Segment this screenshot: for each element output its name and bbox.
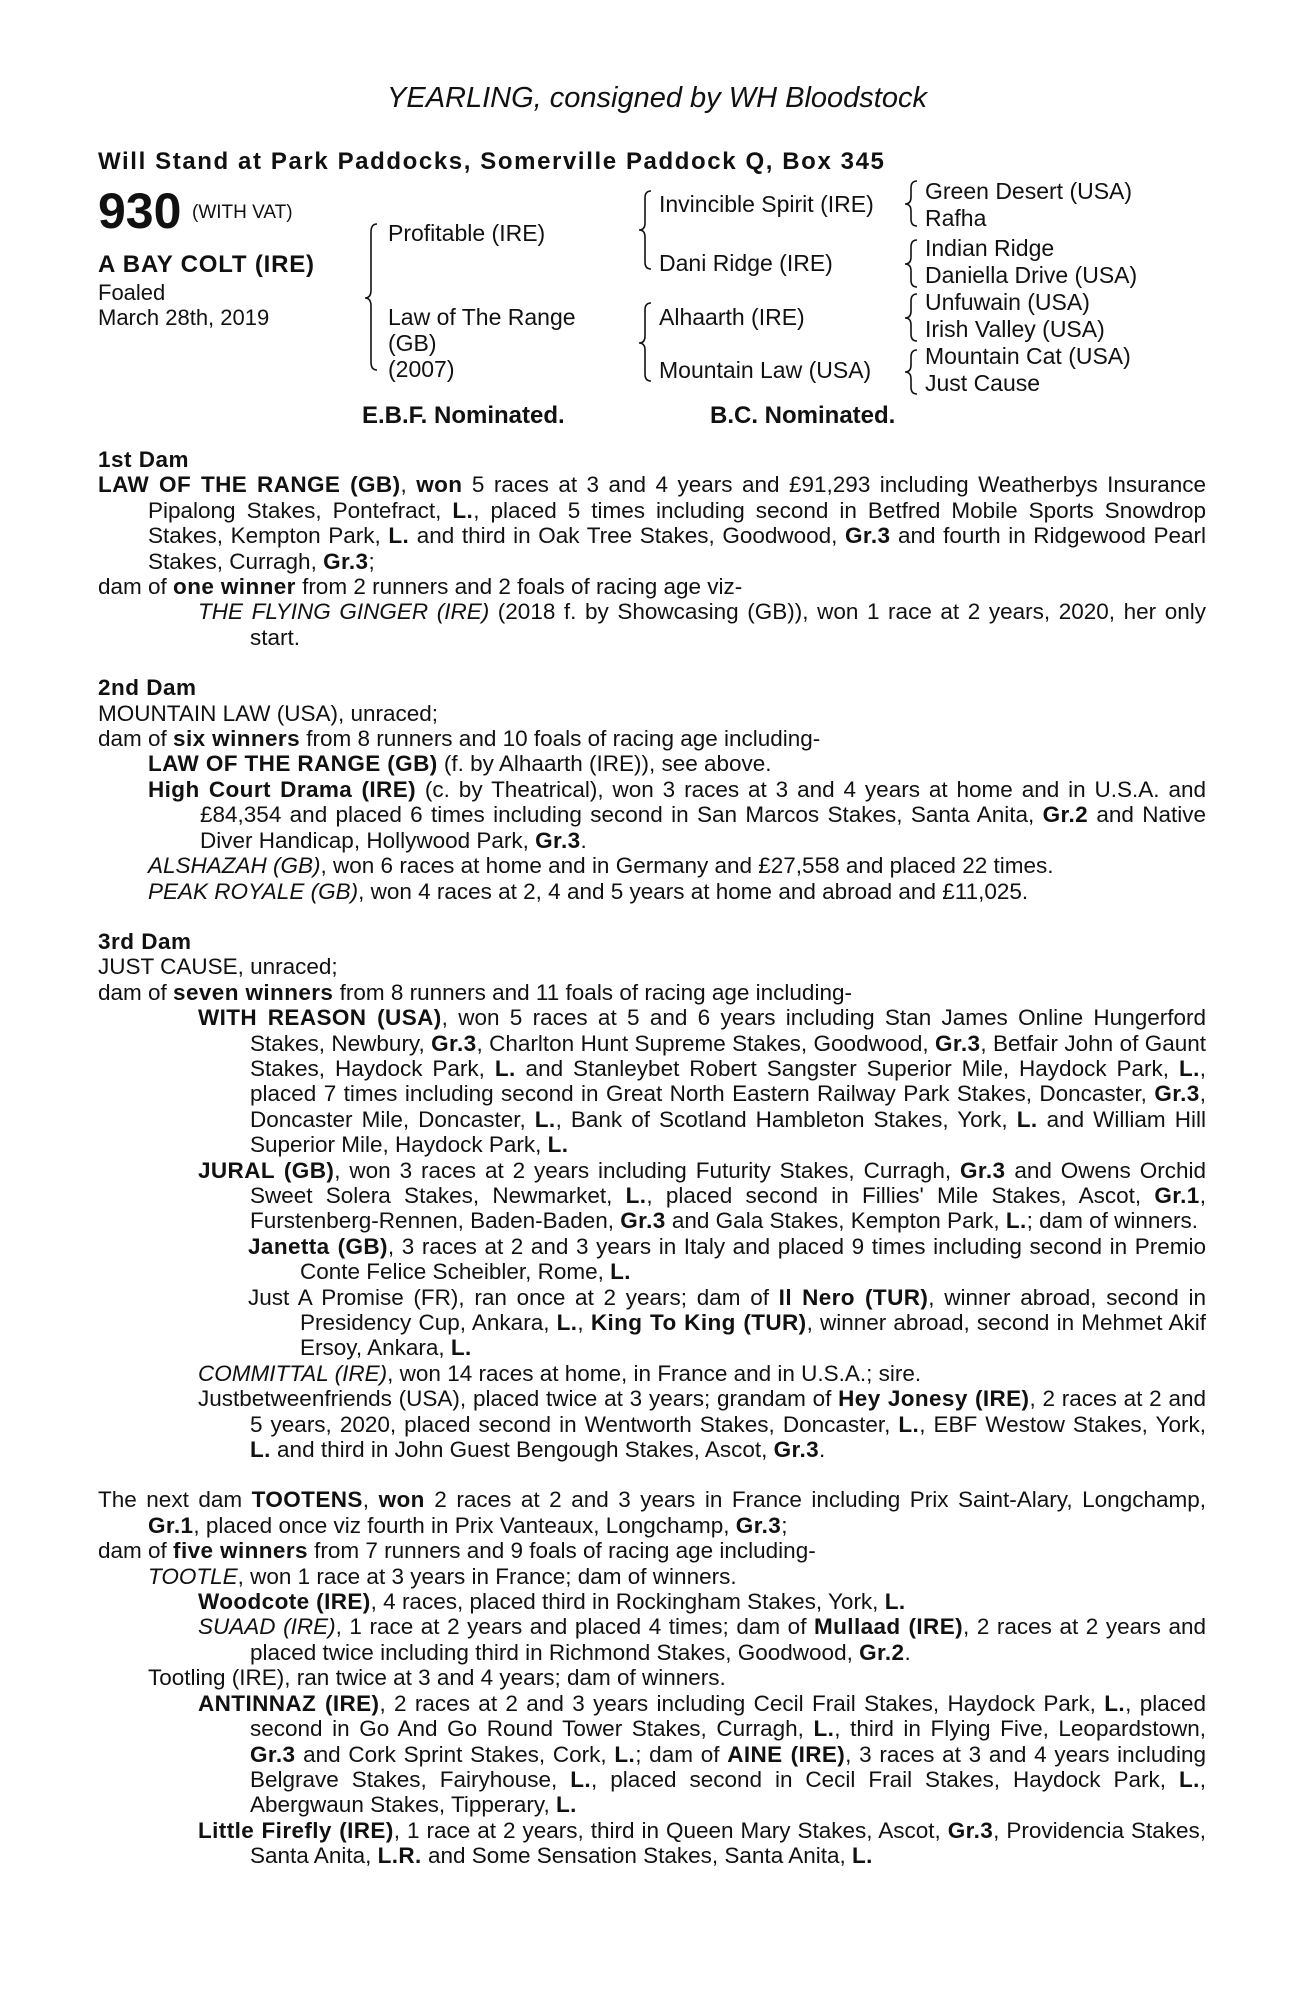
catalogue-paragraph <box>98 777 1206 853</box>
catalogue-paragraph <box>98 853 1206 878</box>
sire: Profitable (IRE) <box>388 220 546 246</box>
text-run: Gr.3 <box>431 1030 477 1056</box>
text-run: , placed second in Cecil Frail Stakes, Haydock Park, <box>591 1766 1179 1792</box>
text-run: L. <box>1016 1106 1038 1132</box>
text-run: Gr.3 <box>773 1437 820 1463</box>
text-run: L. <box>625 1182 647 1208</box>
text-run: and Stanleybet Robert Sangster Superior Mile, Haydock Park, <box>515 1055 1179 1081</box>
text-run: L. <box>547 1132 569 1158</box>
catalogue-paragraph <box>98 1665 1206 1690</box>
catalogue-paragraph <box>98 929 1206 954</box>
text-run: , winner abroad, second in Presidency Cup, Ankara, <box>300 1284 1207 1335</box>
catalogue-paragraph <box>98 574 1206 599</box>
text-run: Tootling (IRE), ran twice at 3 and 4 years; dam of winners. <box>148 1665 726 1691</box>
section-gap <box>98 904 1206 929</box>
ggp-5: Unfuwain (USA) <box>925 289 1090 315</box>
text-run: , <box>400 472 417 498</box>
catalogue-paragraph <box>98 1538 1206 1563</box>
text-run: LAW OF THE RANGE (GB) <box>98 472 401 498</box>
text-run: , Abergwaun Stakes, Tipperary, <box>250 1766 1206 1818</box>
text-run: PEAK ROYALE (GB) <box>148 878 359 904</box>
text-run: one winner <box>173 574 296 600</box>
text-run: and William Hill Superior Mile, Haydock Park, <box>250 1106 1206 1158</box>
ggp-4: Daniella Drive (USA) <box>925 262 1138 288</box>
dam-dam: Mountain Law (USA) <box>659 357 872 383</box>
bracket-sire-dam <box>365 224 377 370</box>
text-run: Gr.3 <box>935 1030 981 1056</box>
text-run: L. <box>570 1766 592 1792</box>
text-run: Little Firefly (IRE) <box>198 1817 394 1843</box>
text-run: L. <box>450 1335 472 1361</box>
text-run: 2nd Dam <box>98 675 197 701</box>
text-run: ; <box>368 548 375 574</box>
dam-line-2: (GB) <box>388 330 437 356</box>
dam-sire: Alhaarth (IRE) <box>659 304 805 330</box>
foaled-date: March 28th, 2019 <box>98 305 270 330</box>
text-run: 5 races at 3 and 4 years and £91,293 including Weatherbys Insurance Pipalong Stakes, Pontefract, <box>148 472 1206 523</box>
text-run: TOOTLE <box>148 1563 238 1589</box>
catalogue-paragraph <box>98 1158 1206 1234</box>
ggp-2: Rafha <box>925 205 987 231</box>
text-run: , placed once viz fourth in Prix Vanteaux, Longchamp, <box>193 1512 736 1538</box>
text-run: Mullaad (IRE) <box>814 1614 964 1640</box>
bracket-dani <box>905 240 917 287</box>
catalogue-paragraph <box>98 1614 1206 1665</box>
lot-number: 930 <box>98 183 182 239</box>
catalogue-paragraph <box>98 447 1206 472</box>
text-run: L. <box>1104 1690 1126 1716</box>
text-run: LAW OF THE RANGE (GB) <box>148 751 438 777</box>
text-run: The next dam <box>98 1487 252 1513</box>
text-run: ALSHAZAH (GB) <box>148 853 321 879</box>
ggp-6: Irish Valley (USA) <box>925 316 1105 342</box>
text-run: L. <box>898 1411 920 1437</box>
catalogue-paragraph <box>98 1589 1206 1614</box>
text-run: Gr.3 <box>845 523 891 549</box>
ggp-1: Green Desert (USA) <box>925 178 1133 204</box>
ebf-nominated: E.B.F. Nominated. <box>362 402 565 429</box>
text-run: dam of <box>98 574 174 600</box>
text-run: ANTINNAZ (IRE) <box>198 1690 380 1716</box>
catalogue-paragraph <box>98 1386 1206 1462</box>
catalogue-paragraph <box>98 1005 1206 1157</box>
text-run: (f. by Alhaarth (IRE)), see above. <box>437 751 772 777</box>
lot-description: A BAY COLT (IRE) <box>98 251 315 278</box>
text-run: , 2 races at 2 years and placed twice including third in Richmond Stakes, Goodwood, <box>250 1614 1206 1665</box>
section-gap <box>98 1462 1206 1487</box>
text-run: and third in Oak Tree Stakes, Goodwood, <box>409 523 845 549</box>
bracket-alhaarth <box>905 294 917 341</box>
text-run: (2018 f. by Showcasing (GB)), won 1 race at 2 years, 2020, her only start. <box>250 599 1206 650</box>
text-run: , <box>577 1310 591 1335</box>
text-run: dam of <box>98 726 174 752</box>
text-run: , Betfair John of Gaunt Stakes, Haydock Park, <box>250 1030 1206 1081</box>
text-run: , EBF Westow Stakes, York, <box>919 1411 1206 1437</box>
text-run: L. <box>556 1792 577 1818</box>
catalogue-paragraph <box>98 751 1206 776</box>
text-run: . <box>580 827 587 853</box>
text-run: Woodcote (IRE) <box>198 1589 371 1615</box>
page-header: YEARLING, consigned by WH Bloodstock <box>387 82 927 114</box>
text-run: THE FLYING GINGER (IRE) <box>198 599 490 625</box>
text-run: , 1 race at 2 years, third in Queen Mary Stakes, Ascot, <box>393 1817 948 1843</box>
catalogue-paragraph <box>98 1361 1206 1386</box>
vat-note: (WITH VAT) <box>192 202 293 223</box>
text-run: won <box>378 1487 425 1513</box>
text-run: L. <box>250 1437 271 1463</box>
foaled-label: Foaled <box>98 280 166 305</box>
text-run: WITH REASON (USA) <box>198 1005 442 1031</box>
text-run: 1st Dam <box>98 447 190 472</box>
text-run: L. <box>884 1589 906 1615</box>
text-run: , winner abroad, second in Mehmet Akif Ersoy, Ankara, <box>300 1310 1206 1361</box>
text-run: L. <box>852 1843 873 1869</box>
catalogue-paragraph <box>98 1285 1206 1361</box>
text-run: from 2 runners and 2 foals of racing age viz- <box>295 574 743 600</box>
text-run: COMMITTAL (IRE) <box>198 1360 388 1386</box>
text-run: , Furstenberg-Rennen, Baden-Baden, <box>250 1182 1206 1234</box>
text-run: ; dam of winners. <box>1026 1208 1198 1234</box>
text-run: , 4 races, placed third in Rockingham Stakes, York, <box>370 1589 885 1615</box>
section-gap <box>98 650 1206 675</box>
text-run: , 3 races at 2 and 3 years in Italy and placed 9 times including second in Premio Conte Felice Scheibler, Rome, <box>300 1233 1206 1285</box>
text-run: won <box>416 472 463 498</box>
text-run: Gr.3 <box>960 1157 1006 1183</box>
text-run: , won 14 races at home, in France and in U.S.A.; sire. <box>387 1360 922 1386</box>
text-run: Gr.3 <box>1154 1081 1200 1107</box>
text-run: and fourth in Ridgewood Pearl Stakes, Curragh, <box>148 523 1206 574</box>
text-run: Hey Jonesy (IRE) <box>838 1386 1030 1412</box>
catalogue-paragraph <box>98 599 1206 650</box>
text-run: Gr.3 <box>535 827 581 853</box>
text-run: Gr.3 <box>323 548 369 574</box>
catalogue-paragraph <box>98 1691 1206 1818</box>
text-run: Justbetweenfriends (USA), placed twice at 3 years; grandam of <box>198 1386 839 1412</box>
text-run: AINE (IRE) <box>727 1741 846 1767</box>
text-run: dam of <box>98 979 174 1005</box>
bracket-invincible <box>905 181 917 226</box>
text-run: Gr.3 <box>735 1512 782 1538</box>
text-run: , 1 race at 2 years and placed 4 times; dam of <box>335 1614 814 1640</box>
text-run: and Gala Stakes, Kempton Park, <box>665 1208 1006 1234</box>
text-run: Gr.1 <box>1154 1182 1200 1208</box>
catalogue-paragraph <box>98 472 1206 574</box>
sire-dam: Dani Ridge (IRE) <box>659 250 833 276</box>
catalogue-notes <box>98 447 1206 1869</box>
bc-nominated: B.C. Nominated. <box>710 402 896 429</box>
text-run: six winners <box>173 726 300 752</box>
text-run: L.R. <box>377 1843 422 1869</box>
text-run: , <box>362 1487 379 1513</box>
text-run: , placed 7 times including second in Great North Eastern Railway Park Stakes, Doncaster, <box>250 1055 1206 1107</box>
ggp-8: Just Cause <box>925 370 1041 396</box>
catalogue-paragraph <box>98 879 1206 904</box>
text-run: , Providencia Stakes, Santa Anita, <box>250 1817 1206 1869</box>
catalogue-paragraph <box>98 954 1206 979</box>
dam-line-1: Law of The Range <box>388 304 576 330</box>
text-run: , 3 races at 3 and 4 years including Belgrave Stakes, Fairyhouse, <box>250 1741 1206 1792</box>
text-run: Gr.3 <box>250 1741 296 1767</box>
text-run: , Charlton Hunt Supreme Stakes, Goodwood, <box>476 1030 935 1056</box>
text-run: , Bank of Scotland Hambleton Stakes, York, <box>555 1106 1017 1132</box>
text-run: L. <box>1178 1055 1200 1081</box>
text-run: ; <box>781 1512 788 1538</box>
catalogue-paragraph <box>98 675 1206 700</box>
text-run: from 8 runners and 10 foals of racing age including- <box>300 726 821 752</box>
catalogue-paragraph <box>98 1818 1206 1869</box>
text-run: Just A Promise (FR), ran once at 2 years; dam of <box>248 1284 779 1310</box>
text-run: from 8 runners and 11 foals of racing age including- <box>333 979 852 1005</box>
text-run: Gr.2 <box>1042 802 1089 828</box>
text-run: seven winners <box>173 979 334 1005</box>
text-run: L. <box>534 1106 556 1132</box>
text-run: . <box>819 1437 826 1463</box>
ggp-7: Mountain Cat (USA) <box>925 343 1131 369</box>
text-run: L. <box>614 1741 636 1767</box>
text-run: SUAAD (IRE) <box>198 1614 336 1640</box>
text-run: High Court Drama (IRE) <box>148 776 417 802</box>
text-run: five winners <box>173 1538 308 1564</box>
text-run: and Owens Orchid Sweet Solera Stakes, Newmarket, <box>250 1157 1206 1208</box>
catalogue-paragraph <box>98 726 1206 751</box>
text-run: Gr.2 <box>859 1639 905 1665</box>
text-run: L. <box>556 1310 578 1335</box>
text-run: , placed second in Go And Go Round Tower Stakes, Curragh, <box>250 1690 1206 1742</box>
bracket-mountain <box>905 350 917 394</box>
text-run: L. <box>388 523 410 549</box>
text-run: (c. by Theatrical), won 3 races at 3 and 4 years at home and in U.S.A. and £84,354 and placed 6 times including second in San Marcos Stakes, Santa Anita, <box>200 776 1206 828</box>
text-run: JURAL (GB) <box>198 1157 335 1183</box>
dam-line-3: (2007) <box>388 356 455 382</box>
text-run: MOUNTAIN LAW (USA), unraced; <box>98 700 439 726</box>
text-run: Gr.1 <box>148 1512 194 1538</box>
text-run: and Cork Sprint Stakes, Cork, <box>295 1741 615 1767</box>
text-run: , placed 5 times including second in Betfred Mobile Sports Snowdrop Stakes, Kempton Park, <box>148 497 1207 549</box>
text-run: L. <box>610 1259 631 1285</box>
text-run: , third in Flying Five, Leopardstown, <box>834 1716 1206 1742</box>
catalogue-paragraph <box>98 1487 1206 1538</box>
text-run: King To King (TUR) <box>590 1310 807 1335</box>
text-run: , won 4 races at 2, 4 and 5 years at home and abroad and £11,025. <box>358 878 1029 904</box>
text-run: Il Nero (TUR) <box>778 1284 929 1310</box>
catalogue-paragraph <box>98 1564 1206 1589</box>
text-run: , 2 races at 2 and 5 years, 2020, placed second in Wentworth Stakes, Doncaster, <box>250 1386 1207 1437</box>
text-run: and Native Diver Handicap, Hollywood Park, <box>200 802 1207 853</box>
sire-sire: Invincible Spirit (IRE) <box>659 191 874 217</box>
text-run: Janetta (GB) <box>248 1233 388 1259</box>
text-run: from 7 runners and 9 foals of racing age including- <box>307 1538 816 1564</box>
stand-location: Will Stand at Park Paddocks, Somerville Paddock Q, Box 345 <box>98 148 886 175</box>
text-run: L. <box>1178 1766 1200 1792</box>
text-run: , Doncaster Mile, Doncaster, <box>250 1081 1206 1132</box>
text-run: Gr.3 <box>620 1208 666 1234</box>
text-run: . <box>904 1639 911 1665</box>
text-run: L. <box>813 1716 835 1742</box>
text-run: 2 races at 2 and 3 years in France including Prix Saint-Alary, Longchamp, <box>424 1487 1206 1513</box>
text-run: 3rd Dam <box>98 928 192 954</box>
ggp-3: Indian Ridge <box>925 235 1055 261</box>
text-run: JUST CAUSE, unraced; <box>98 954 338 980</box>
text-run: and Some Sensation Stakes, Santa Anita, <box>421 1843 852 1869</box>
text-run: , won 5 races at 5 and 6 years including Stan James Online Hungerford Stakes, Newbury, <box>250 1005 1206 1056</box>
text-run: TOOTENS <box>251 1487 363 1513</box>
text-run: dam of <box>98 1538 174 1564</box>
catalogue-paragraph <box>98 1234 1206 1285</box>
text-run: , placed second in Fillies' Mile Stakes, Ascot, <box>646 1182 1155 1208</box>
text-run: , won 6 races at home and in Germany and £27,558 and placed 22 times. <box>320 853 1054 879</box>
bracket-dam-line <box>639 303 651 381</box>
text-run: ; dam of <box>635 1741 728 1767</box>
text-run: , won 3 races at 2 years including Futurity Stakes, Curragh, <box>334 1157 961 1183</box>
text-run: L. <box>494 1055 516 1081</box>
text-run: L. <box>1005 1208 1027 1234</box>
text-run: L. <box>452 497 474 523</box>
catalogue-paragraph <box>98 701 1206 726</box>
text-run: and third in John Guest Bengough Stakes, Ascot, <box>270 1437 774 1463</box>
bracket-sire-line <box>639 191 651 269</box>
text-run: Gr.3 <box>947 1817 994 1843</box>
catalogue-paragraph <box>98 980 1206 1005</box>
text-run: , won 1 race at 3 years in France; dam of winners. <box>237 1563 737 1589</box>
text-run: , 2 races at 2 and 3 years including Cecil Frail Stakes, Haydock Park, <box>379 1690 1105 1716</box>
